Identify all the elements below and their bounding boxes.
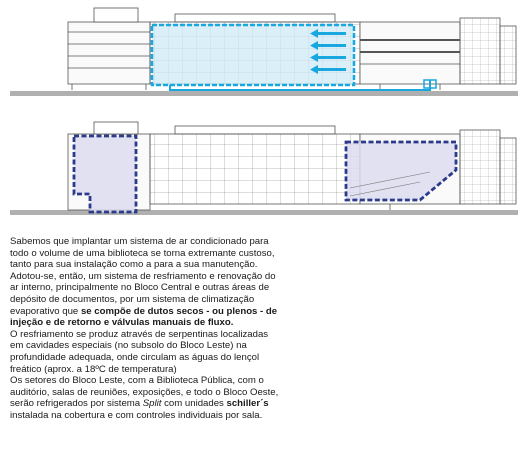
central-roof [175,14,335,22]
ground-band [10,91,518,96]
caption-paragraph-4: Os setores do Bloco Leste, com a Biblioteca Pública, com o auditório, salas de reuniões, exposições, e todo o Bloco Oeste, serão refrigerados por sistema Split com unidades schiller´s instalada na cobertura e com controles individuais por sala. [10,375,279,421]
top-section-cooling-ducts [10,8,518,96]
caption-bold-schillers: schiller´s [226,398,269,410]
caption-text [10,236,280,422]
west-block [68,8,150,90]
caption-paragraph-2: Adotou-se, então, um sistema de resfriamento e renovação do ar interno, principalmente no Bloco Central e outras áreas de depósito de documentos, por um sistema de climatização evaporativo que se compõe de dutos secos - ou plenos - de injeção e de retorno e válvulas manuais de fluxo. [10,270,278,329]
central-roof [175,126,335,134]
east-block [360,18,516,90]
caption-paragraph-1: Sabemos que implantar um sistema de ar condicionado para todo o volume de uma biblioteca se torna extremante custoso, tanto para sua instalação como a para a sua manutenção. [10,236,275,271]
building-sections-figure [0,0,528,228]
bottom-section-cooling-ducts [10,122,518,215]
ground-band [10,210,518,215]
caption-bold-ducts: se compõe de dutos secos - ou plenos - de injeção e de retorno e válvulas manuais de fluxo. [10,305,278,329]
caption-italic-split: Split [142,398,162,410]
caption-paragraph-3: O resfriamento se produz através de serpentinas localizadas em cavidades especiais (no subsolo do Bloco Leste) na profundidade adequada, onde circulam as águas do lençol freático (aprox. a 18ºC de temperatura) [10,328,269,375]
central-block-grid [150,134,360,204]
